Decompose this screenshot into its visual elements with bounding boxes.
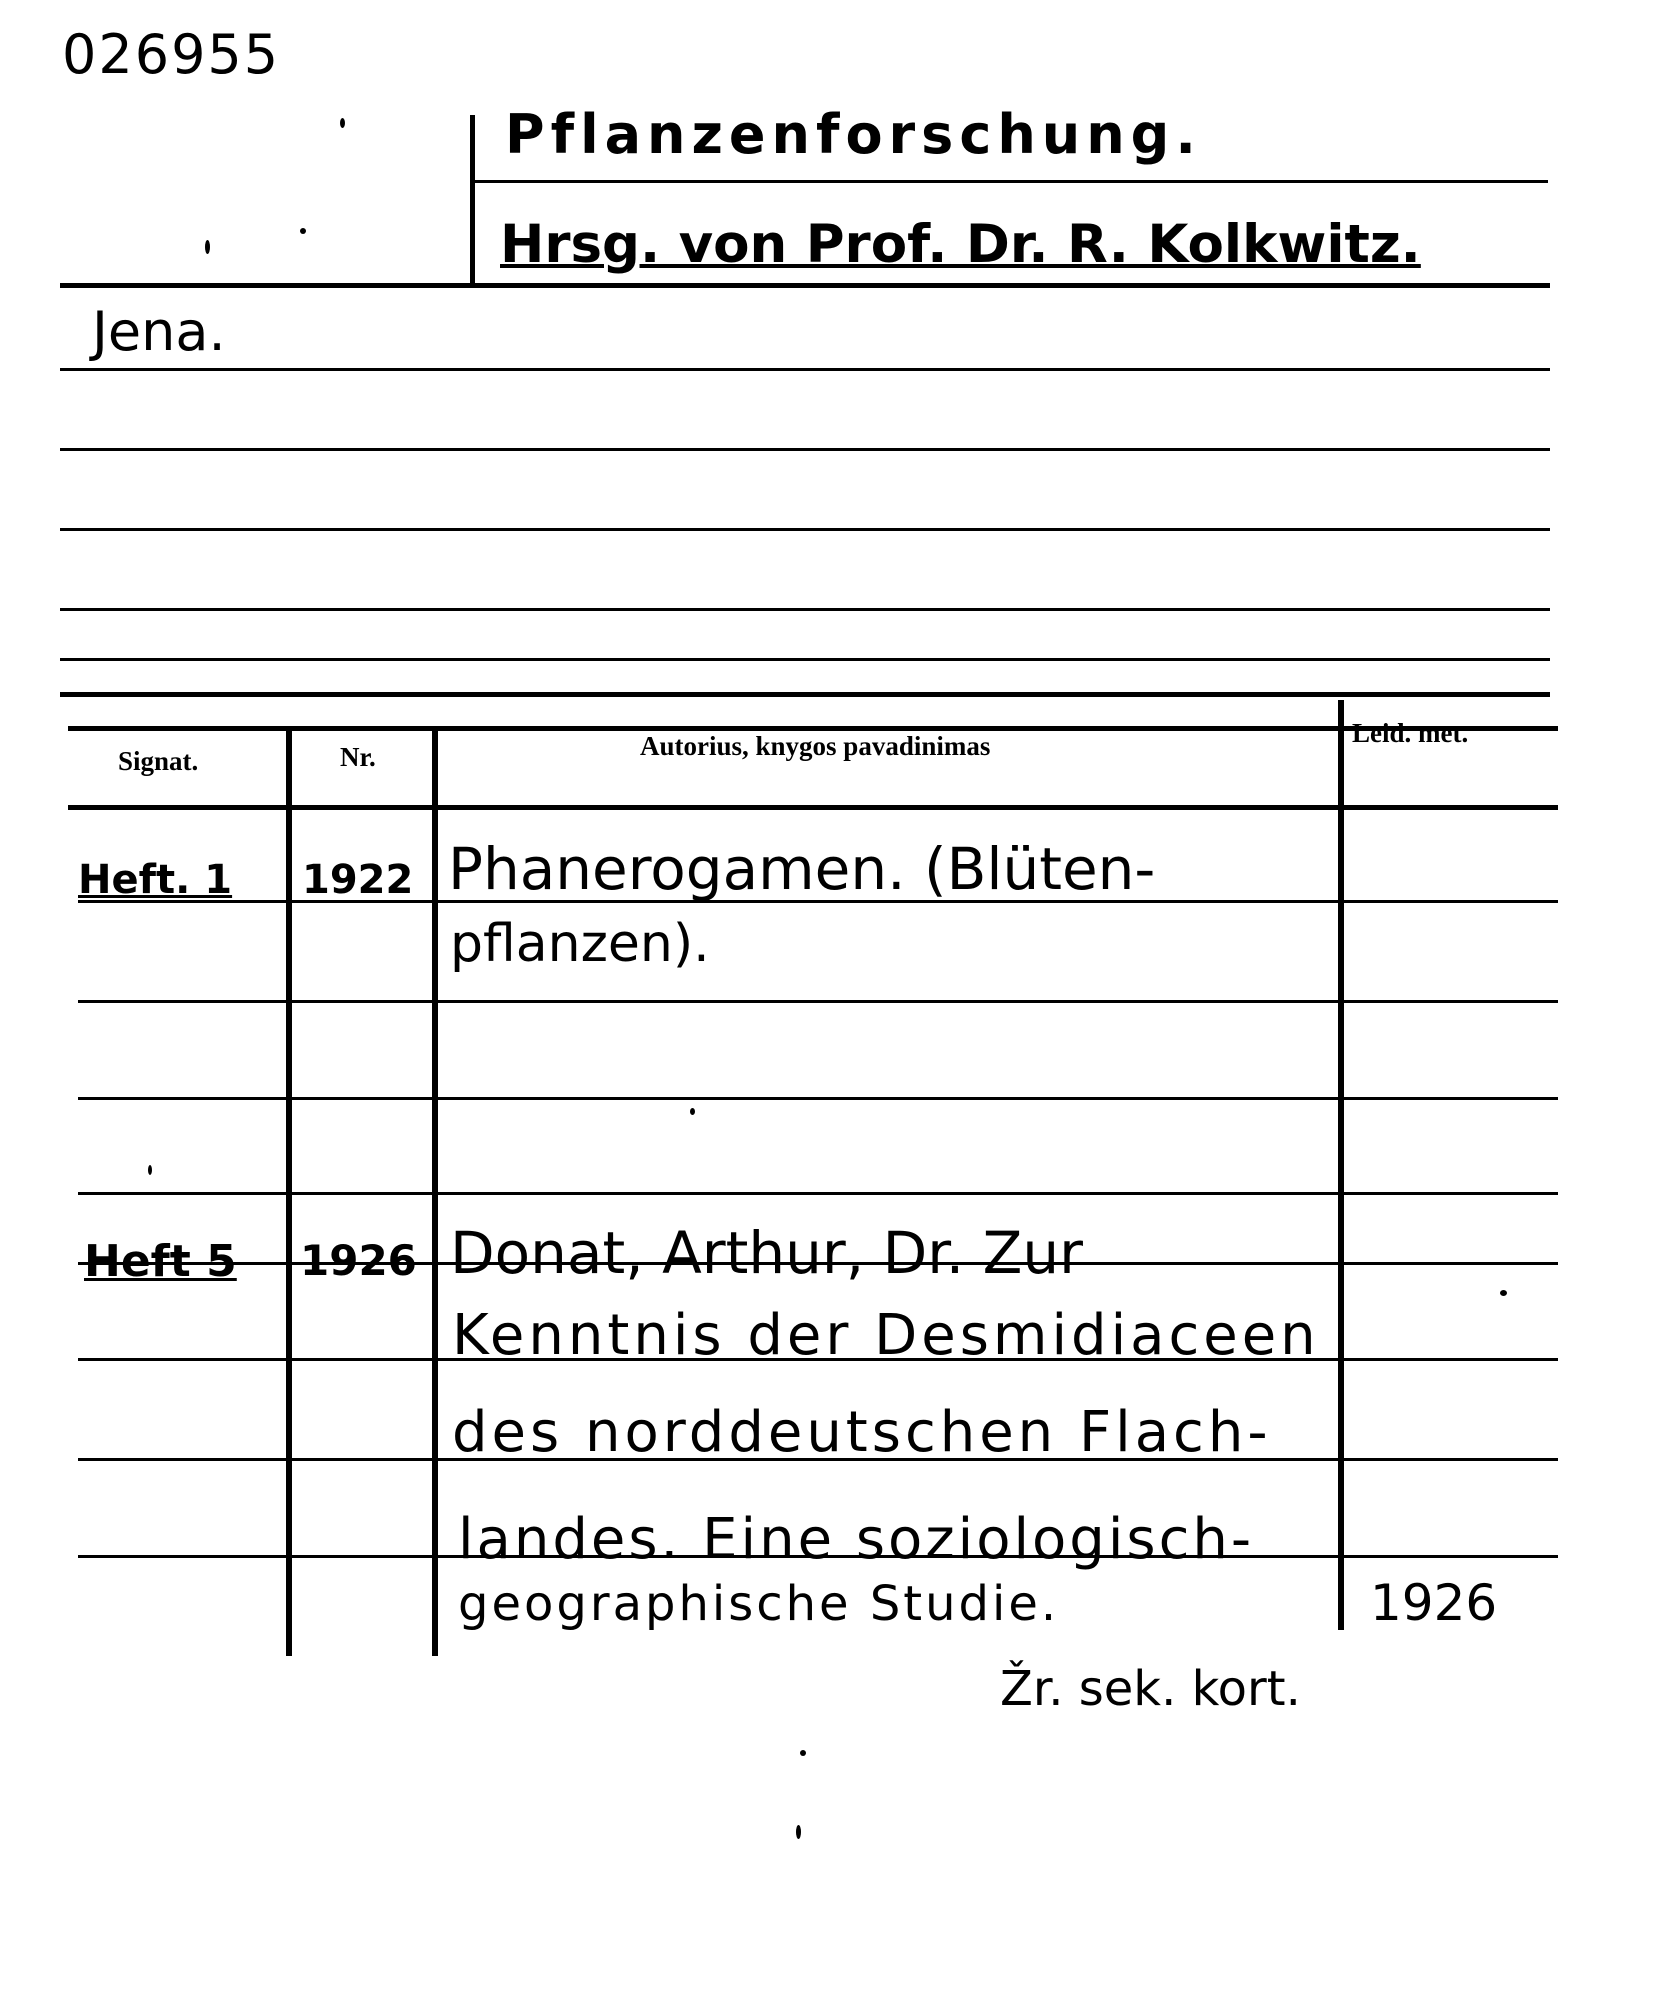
entry-2-line-1: Donat, Arthur, Dr. Zur: [450, 1219, 1083, 1287]
table-top-rule: [60, 692, 1550, 697]
entry-2-number: 1926: [300, 1236, 417, 1285]
publication-place: Jena.: [92, 300, 226, 363]
scan-speck: [300, 228, 306, 234]
entry-2-line-5: geographische Studie.: [458, 1576, 1060, 1632]
entry-2-line-3: des norddeutschen Flach-: [452, 1400, 1272, 1465]
entry-1-signature: Heft. 1: [78, 857, 233, 903]
header-author-title: Autorius, knygos pavadinimas: [640, 731, 991, 761]
entry-2-line-2: Kenntnis der Desmidiaceen: [452, 1303, 1320, 1368]
column-rule-2: [432, 726, 438, 1656]
scan-speck: [796, 1825, 801, 1839]
card-number: 026955: [62, 23, 281, 86]
entry-2-line-4: landes. Eine soziologisch-: [458, 1507, 1255, 1572]
reference-note: Žr. sek. kort.: [1000, 1661, 1301, 1717]
scan-speck: [800, 1750, 806, 1756]
scan-speck: [1500, 1290, 1507, 1296]
ruled-line: [60, 608, 1550, 611]
row-rule: [78, 1192, 1558, 1195]
ruled-line: [60, 448, 1550, 451]
header-year: Leid. met.: [1352, 718, 1469, 748]
entry-1-line-2: pflanzen).: [450, 914, 710, 974]
series-editor: Hrsg. von Prof. Dr. R. Kolkwitz.: [500, 214, 1421, 275]
entry-1-number: 1922: [302, 857, 414, 903]
ruled-line: [60, 658, 1550, 661]
scan-speck: [690, 1108, 695, 1115]
ruled-line: [60, 368, 1550, 371]
entry-1-line-1: Phanerogamen. (Blüten-: [448, 835, 1156, 903]
row-rule: [78, 1097, 1558, 1100]
editor-rule: [60, 283, 1550, 288]
header-signature: Signat.: [118, 746, 199, 776]
row-rule: [78, 1000, 1558, 1003]
scan-speck: [340, 118, 345, 128]
entry-2-year: 1926: [1370, 1574, 1498, 1632]
column-rule-3: [1338, 700, 1344, 1630]
scan-speck: [148, 1165, 152, 1175]
scan-speck: [205, 240, 210, 254]
entry-2-signature: Heft 5: [84, 1236, 237, 1287]
series-title: Pflanzenforschung.: [505, 103, 1202, 166]
column-rule-1: [286, 726, 292, 1656]
title-rule: [470, 180, 1548, 183]
ruled-line: [60, 528, 1550, 531]
title-bracket-line: [470, 115, 475, 285]
header-number: Nr.: [340, 742, 376, 772]
